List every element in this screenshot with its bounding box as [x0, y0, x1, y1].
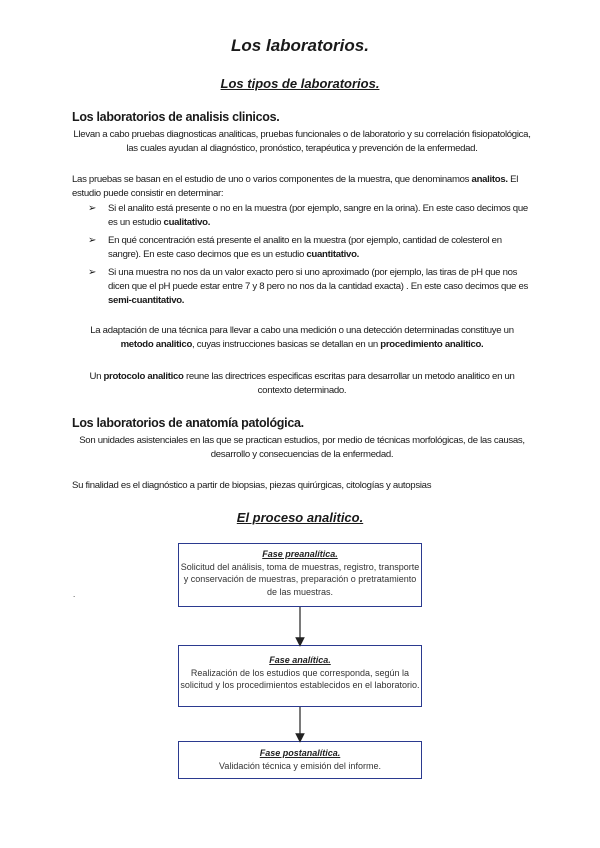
section-heading-anatomia-patologica: Los laboratorios de anatomía patológica.: [72, 416, 304, 430]
step-title: Fase postanalítica.: [259, 748, 341, 758]
step-description: Validación técnica y emisión del informe.: [219, 760, 381, 771]
stray-dot: .: [73, 590, 76, 599]
anatomia-patologica-definition: Son unidades asistenciales en las que se practican estudios, por medio de técnicas morfológicas, de las causas, desarrollo y consecuencias de la enfermedad.: [79, 435, 525, 460]
analisis-clinicos-intro: Llevan a cabo pruebas diagnosticas analiticas, pruebas funcionales o de laboratorio y su correlación fisiopatológica, las cuales ayudan al diagnóstico, pronóstico, terapéutica y prevención de la enfermedad.: [73, 129, 531, 154]
step-title: Fase analítica.: [269, 655, 331, 665]
arrow-bullet-icon: ➢: [88, 203, 97, 214]
protocolo-analitico-paragraph: Un protocolo analitico reune las directrices especificas escritas para desarrollar un metodo analitico en un contexto determinado.: [89, 371, 515, 396]
process-title: El proceso analitico.: [236, 510, 364, 525]
list-item: ➢ Si el analito está presente o no en la muestra (por ejemplo, sangre en la orina). En este caso decimos que es un estudio cualitativo.: [88, 203, 528, 228]
step-description: Realización de los estudios que corresponda, según la solicitud y los procedimientos establecidos en el laboratorio.: [180, 667, 420, 690]
arrow-bullet-icon: ➢: [88, 267, 97, 278]
anatomia-patologica-finalidad: Su finalidad es el diagnóstico a partir de biopsias, piezas quirúrgicas, citologías y autopsias: [72, 480, 432, 491]
document-title: Los laboratorios.: [231, 36, 369, 55]
metodo-analitico-paragraph: La adaptación de una técnica para llevar a cabo una medición o una detección determinadas constituye un metodo analitico, cuyas instrucciones basicas se detallan en un procedimiento analitico.: [90, 325, 514, 350]
list-item: ➢ En qué concentración está presente el analito en la muestra (por ejemplo, cantidad de colesterol en sangre). En este caso decimos que es un estudio cuantitativo.: [88, 235, 502, 260]
arrow-bullet-icon: ➢: [88, 235, 97, 246]
step-description: Solicitud del análisis, toma de muestras, registro, transporte y conservación de muestras, preparación o pretratamiento de las muestras.: [180, 561, 420, 597]
section-heading-analisis-clinicos: Los laboratorios de analisis clinicos.: [72, 110, 280, 124]
analitos-paragraph: Las pruebas se basan en el estudio de uno o varios componentes de la muestra, que denominamos analitos. El estudio puede consistir en determinar:: [72, 174, 519, 199]
step-title: Fase preanalítica.: [262, 549, 338, 559]
list-item: ➢ Si una muestra no nos da un valor exacto pero si uno aproximado (por ejemplo, las tiras de pH que nos dicen que el pH puede estar entre 7 y 8 pero no nos da la cantidad exacta) . En este caso decimos que es semi-cuantitativo.: [88, 267, 528, 306]
document-subtitle: Los tipos de laboratorios.: [220, 76, 380, 91]
